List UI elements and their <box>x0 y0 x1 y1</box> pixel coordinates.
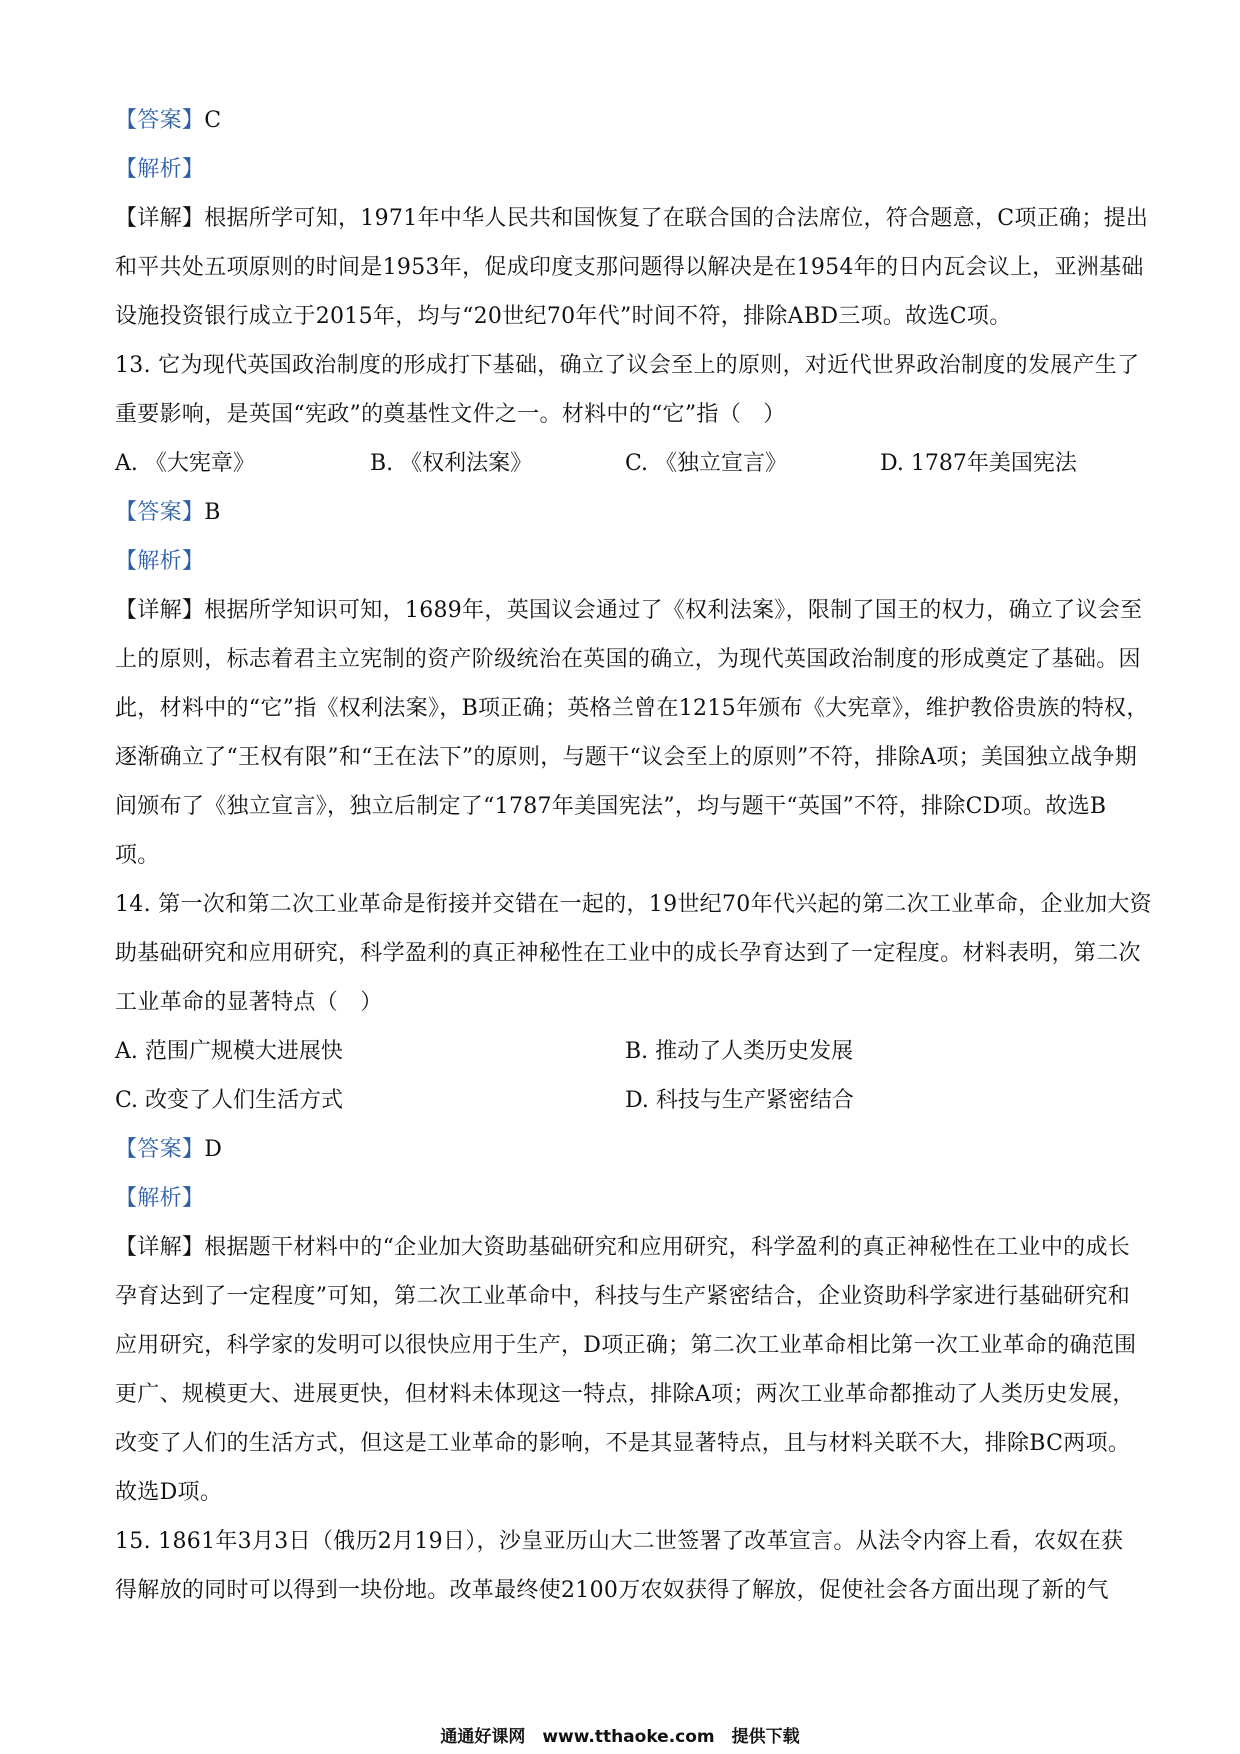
answer-value: B <box>204 500 221 525</box>
detail-line: 上的原则，标志着君主立宪制的资产阶级统治在英国的确立，为现代英国政治制度的形成奠定了基础。因 <box>115 647 1141 672</box>
question-13-stem: 13. 它为现代英国政治制度的形成打下基础，确立了议会至上的原则，对近代世界政治制度的发展产生了 <box>115 353 1140 378</box>
detail-tag: 【详解】 <box>115 206 205 231</box>
question-15-stem: 15. 1861年3月3日（俄历2月19日），沙皇亚历山大二世签署了改革宣言。从法令内容上看，农奴在获 <box>115 1529 1124 1554</box>
detail-line: 设施投资银行成立于2015年，均与“20世纪70年代”时间不符，排除ABD三项。故选C项。 <box>115 304 1012 329</box>
answer-line <box>115 96 1135 145</box>
detail-line: 间颁布了《独立宣言》，独立后制定了“1787年美国宪法”，均与题干“英国”不符，排除CD项。故选B <box>115 794 1107 819</box>
question-13-options <box>115 439 1135 488</box>
answer-tag: 【答案】 <box>115 108 205 133</box>
detail-line: 改变了人们的生活方式，但这是工业革命的影响，不是其显著特点，且与材料关联不大，排除BC两项。 <box>115 1431 1131 1456</box>
answer-value: C <box>204 108 222 133</box>
option-d: D. 1787年美国宪法 <box>880 451 1077 476</box>
detail-text: 根据题干材料中的“企业加大资助基础研究和应用研究，科学盈利的真正神秘性在工业中的成长 <box>204 1235 1131 1260</box>
detail-line <box>115 194 1149 243</box>
document-page <box>115 96 1152 1615</box>
question-14-stem: 14. 第一次和第二次工业革命是衔接并交错在一起的，19世纪70年代兴起的第二次工业革命，企业加大资 <box>115 892 1152 917</box>
analysis-tag: 【解析】 <box>115 1186 205 1211</box>
question-14-stem: 工业革命的显著特点（ ） <box>115 990 383 1015</box>
detail-line: 孕育达到了一定程度”可知，第二次工业革命中，科技与生产紧密结合，企业资助科学家进行基础研究和 <box>115 1284 1131 1309</box>
option-b: B. 推动了人类历史发展 <box>625 1039 854 1064</box>
detail-text: 根据所学可知，1971年中华人民共和国恢复了在联合国的合法席位，符合题意，C项正确；提出 <box>204 206 1149 231</box>
option-a: A. 范围广规模大进展快 <box>115 1039 343 1064</box>
analysis-line <box>115 1174 1135 1223</box>
detail-line <box>115 1223 1135 1272</box>
option-c: C. 《独立宣言》 <box>625 451 788 476</box>
answer-tag: 【答案】 <box>115 1137 205 1162</box>
analysis-line <box>115 537 1135 586</box>
question-14-options <box>115 1027 1135 1076</box>
analysis-tag: 【解析】 <box>115 549 205 574</box>
option-d: D. 科技与生产紧密结合 <box>625 1088 854 1113</box>
detail-line: 此，材料中的“它”指《权利法案》，B项正确；英格兰曾在1215年颁布《大宪章》，维护教俗贵族的特权， <box>115 696 1149 721</box>
detail-line: 和平共处五项原则的时间是1953年，促成印度支那问题得以解决是在1954年的日内瓦会议上，亚洲基础 <box>115 255 1144 280</box>
option-a: A. 《大宪章》 <box>115 451 255 476</box>
page-footer: 通通好课网 www.tthaoke.com 提供下载 <box>440 1727 800 1747</box>
detail-line <box>115 586 1143 635</box>
answer-tag: 【答案】 <box>115 500 205 525</box>
option-b: B. 《权利法案》 <box>370 451 533 476</box>
question-14-options <box>115 1076 1135 1125</box>
detail-line: 更广、规模更大、进展更快，但材料未体现这一特点，排除A项；两次工业革命都推动了人类历史发展， <box>115 1382 1135 1407</box>
detail-line: 项。 <box>115 843 160 868</box>
analysis-line <box>115 145 1135 194</box>
detail-text: 根据所学知识可知，1689年，英国议会通过了《权利法案》，限制了国王的权力，确立了议会至 <box>204 598 1143 623</box>
answer-value: D <box>204 1137 223 1162</box>
analysis-tag: 【解析】 <box>115 157 205 182</box>
detail-line: 应用研究，科学家的发明可以很快应用于生产，D项正确；第二次工业革命相比第一次工业革命的确范围 <box>115 1333 1137 1358</box>
detail-tag: 【详解】 <box>115 1235 205 1260</box>
option-c: C. 改变了人们生活方式 <box>115 1088 344 1113</box>
question-13-stem: 重要影响，是英国“宪政”的奠基性文件之一。材料中的“它”指（ ） <box>115 402 786 427</box>
detail-tag: 【详解】 <box>115 598 205 623</box>
question-14-stem: 助基础研究和应用研究，科学盈利的真正神秘性在工业中的成长孕育达到了一定程度。材料表明，第二次 <box>115 941 1141 966</box>
detail-line: 逐渐确立了“王权有限”和“王在法下”的原则，与题干“议会至上的原则”不符，排除A项；美国独立战争期 <box>115 745 1138 770</box>
answer-line <box>115 488 1135 537</box>
detail-line: 故选D项。 <box>115 1480 223 1505</box>
question-15-stem: 得解放的同时可以得到一块份地。改革最终使2100万农奴获得了解放，促使社会各方面出现了新的气 <box>115 1578 1109 1603</box>
answer-line <box>115 1125 1135 1174</box>
